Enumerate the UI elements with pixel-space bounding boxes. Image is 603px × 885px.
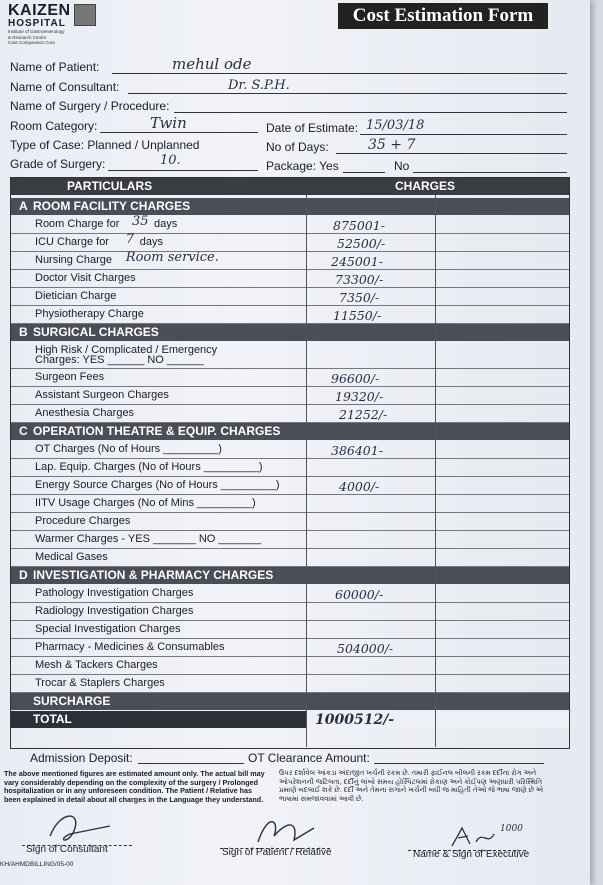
charge-fill-value: Room service. (125, 250, 219, 265)
days-value: 35 + 7 (368, 137, 416, 153)
logo-line-3: Care Compassion Cure (8, 40, 56, 45)
room-category-line (100, 132, 258, 133)
charge-amount: 245001- (331, 254, 383, 269)
charge-amount: 4000/- (339, 479, 380, 494)
charge-label: Energy Source Charges (No of Hours _________) (35, 479, 280, 491)
charge-fill-value: 35 (132, 214, 149, 229)
logo-emblem-icon (74, 4, 96, 26)
charge-label-2: Charges: YES ______ NO ______ (35, 354, 204, 366)
consultant-signature-icon (40, 806, 120, 846)
form-title: Cost Estimation Form (338, 3, 548, 29)
charge-amount: 11550/- (333, 308, 382, 323)
charge-label: Physiotherapy Charge (35, 308, 144, 320)
charge-label: Special Investigation Charges (35, 623, 181, 635)
charges-divider-2 (435, 195, 436, 747)
charge-amount: 21252/- (339, 407, 388, 422)
admission-deposit-line (138, 763, 244, 764)
sign-consultant-label: Sign of Consultant (26, 844, 108, 855)
charge-label: Medical Gases (35, 551, 108, 563)
charge-label: High Risk / Complicated / Emergency (35, 344, 218, 356)
date-line (360, 134, 567, 135)
patient-line (112, 73, 567, 74)
grade-line (108, 170, 258, 171)
total-value: 1000512/- (315, 712, 395, 728)
consultant-line (128, 93, 567, 94)
section-letter: B (19, 325, 28, 339)
charge-label: Assistant Surgeon Charges (35, 389, 169, 401)
charge-row (11, 639, 569, 657)
section-title: INVESTIGATION & PHARMACY CHARGES (33, 568, 274, 582)
package-label: Package: Yes (266, 159, 339, 173)
charge-suffix: days (154, 218, 178, 230)
charges-header: CHARGES (395, 179, 456, 193)
admission-deposit-label: Admission Deposit: (30, 751, 133, 765)
date-value: 15/03/18 (366, 118, 425, 133)
charge-row (11, 252, 569, 270)
charge-row (11, 270, 569, 288)
charge-row (11, 495, 569, 513)
section-letter: D (19, 568, 28, 582)
section-letter: A (19, 199, 28, 213)
table-header (11, 178, 569, 195)
charge-amount: 60000/- (335, 587, 384, 602)
sign-patient-label: Sign of Patient / Relative (222, 847, 332, 858)
charge-label: Anesthesia Charges (35, 407, 135, 419)
charge-row (11, 288, 569, 306)
charge-row (11, 477, 569, 495)
section-letter: C (19, 424, 28, 438)
charge-label: ICU Charge for (35, 236, 109, 248)
charge-label: Procedure Charges (35, 515, 131, 527)
patient-value: mehul ode (172, 55, 252, 73)
package-no-line (413, 172, 567, 173)
charge-row (11, 387, 569, 405)
charge-label: Pharmacy - Medicines & Consumables (35, 641, 225, 653)
charge-label: Doctor Visit Charges (35, 272, 136, 284)
charge-row (11, 621, 569, 639)
section-title: OPERATION THEATRE & EQUIP. CHARGES (33, 424, 281, 438)
charge-amount: 386401- (331, 443, 383, 458)
charge-amount: 96600/- (331, 371, 380, 386)
section-title: ROOM FACILITY CHARGES (33, 199, 191, 213)
surgery-label: Name of Surgery / Procedure: (10, 99, 170, 113)
charge-suffix: days (139, 236, 164, 248)
surcharge-label: SURCHARGE (33, 694, 111, 708)
charge-amount: 19320/- (335, 389, 384, 404)
charge-row (11, 531, 569, 549)
particulars-header: PARTICULARS (67, 179, 153, 193)
consultant-label: Name of Consultant: (10, 80, 120, 94)
charge-amount: 875001- (333, 218, 385, 233)
section-header (11, 324, 569, 341)
charge-row (11, 369, 569, 387)
charge-amount: 504000/- (337, 641, 394, 656)
charge-label: Nursing Charge (35, 254, 113, 266)
charge-row (11, 675, 569, 693)
charge-label: Dietician Charge (35, 290, 117, 302)
charge-row (11, 657, 569, 675)
disclaimer-gujarati: ઉપર દર્શાવેલ આંકડા અંદાજીત ખર્ચની રકમ છે. તમારી ફાઈનલ બીલની રકમ દર્દીના રોગ અને ઓપરેશનની જટિલતા, દર્દીનું લાંબો સમય હોસ્પિટલમાં રોકાણ અને કોઈપણ અણધારી પરિસ્થિતિ પ્રમાણે બદલાઈ શકે છે. દર્દી અને તેમના સગાને ખર્ચની બધી જ માહિતી તેઓ જે ભાષા જાણે છે એ ભાષામાં સમજાવવામાં આવી છે. (279, 770, 544, 803)
grade-label: Grade of Surgery: (10, 157, 106, 171)
patient-label: Name of Patient: (10, 60, 100, 74)
section-header (11, 423, 569, 440)
grade-value: 10. (160, 153, 181, 168)
surcharge-row (11, 693, 569, 710)
charge-amount: 7350/- (339, 290, 380, 305)
logo-main-text: KAIZEN (8, 2, 71, 19)
charges-table (10, 177, 570, 749)
charge-label: Radiology Investigation Charges (35, 605, 194, 617)
consultant-value: Dr. S.P.H. (228, 78, 290, 93)
room-category-label: Room Category: (10, 119, 98, 133)
charge-label: Trocar & Staplers Charges (35, 677, 165, 689)
charge-row (11, 459, 569, 477)
section-header (11, 198, 569, 215)
surgery-line (174, 112, 567, 113)
charge-label: Warmer Charges - YES _______ NO _______ (35, 533, 262, 545)
charge-label: Surgeon Fees (35, 371, 105, 383)
form-code: KH/AHMDBILLING/05-00 (0, 861, 74, 868)
charges-divider-1 (306, 195, 307, 747)
total-label: TOTAL (33, 712, 72, 726)
days-label: No of Days: (266, 140, 329, 154)
ot-clearance-label: OT Clearance Amount: (248, 751, 370, 765)
charge-row (11, 405, 569, 423)
executive-signature-icon (448, 822, 508, 850)
charge-label: IITV Usage Charges (No of Mins _________) (35, 497, 256, 509)
case-type-label: Type of Case: Planned / Unplanned (10, 138, 200, 152)
charge-amount: 73300/- (335, 272, 384, 287)
logo-line-2: & Research Centre (8, 34, 47, 40)
ot-clearance-line (374, 763, 544, 764)
charge-label: Lap. Equip. Charges (No of Hours _________) (35, 461, 263, 473)
date-label: Date of Estimate: (266, 121, 359, 135)
charge-row (11, 549, 569, 567)
section-title: SURGICAL CHARGES (33, 325, 159, 339)
charge-row (11, 234, 569, 252)
charge-row (11, 216, 569, 234)
sign-executive-label: Name & Sign of Executive (413, 849, 530, 860)
package-yes-line (343, 172, 385, 173)
executive-note: 1000 (500, 824, 523, 834)
charge-row (11, 342, 569, 369)
charge-amount: 52500/- (337, 236, 386, 251)
logo-sub-text: HOSPITAL (8, 18, 66, 29)
logo-line-1: Institute of Gastroenterology (8, 29, 65, 34)
charge-row (11, 585, 569, 603)
charge-label: Mesh & Tackers Charges (35, 659, 158, 671)
package-no-label: No (394, 159, 410, 173)
disclaimer-english: The above mentioned figures are estimated amount only. The actual bill may vary considerably depending on the complexity of the surgery / Prolonged hospitalization or in any unforeseen condition. The Patient / Relative has been explained in detail about all charges in the Language they understand. (4, 769, 265, 804)
charge-label: Pathology Investigation Charges (35, 587, 194, 599)
total-row (11, 711, 569, 728)
charge-row (11, 513, 569, 531)
charge-label: OT Charges (No of Hours _________) (35, 443, 222, 455)
charge-row (11, 306, 569, 324)
section-header (11, 567, 569, 584)
days-line (336, 153, 567, 154)
charge-fill-value: 7 (125, 232, 135, 247)
room-category-value: Twin (150, 114, 187, 132)
patient-signature-icon (250, 810, 320, 850)
charge-row (11, 441, 569, 459)
charge-label: Room Charge for (35, 218, 120, 230)
charge-row (11, 603, 569, 621)
